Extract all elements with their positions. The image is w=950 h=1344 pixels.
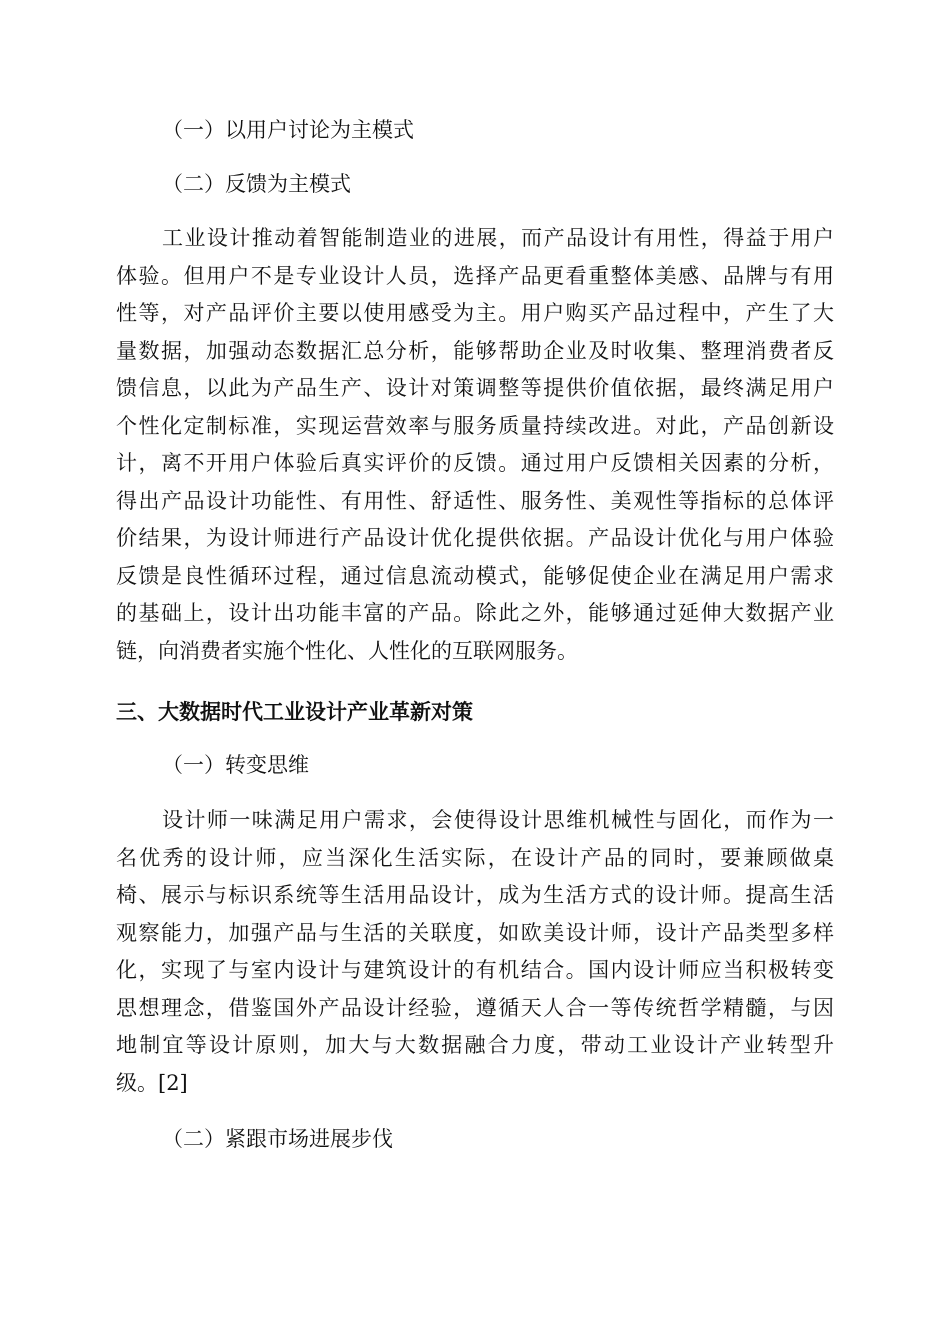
paragraph-line: 设计师一味满足用户需求，会使得设计思维机械性与固化，而作为一 — [162, 808, 834, 832]
subheading-follow-market: （二）紧跟市场进展步伐 — [162, 1127, 393, 1151]
section-heading-innovation-strategies: 三、大数据时代工业设计产业革新对策 — [116, 700, 473, 724]
paragraph-line: 观察能力，加强产品与生活的关联度，如欧美设计师，设计产品类型多样 — [116, 920, 834, 945]
paragraph-line: 个性化定制标准，实现运营效率与服务质量持续改进。对此，产品创新设 — [116, 413, 834, 438]
subheading-user-discussion-mode: （一）以用户讨论为主模式 — [162, 118, 414, 142]
subheading-change-thinking: （一）转变思维 — [162, 753, 309, 777]
paragraph-line: 计，离不开用户体验后真实评价的反馈。通过用户反馈相关因素的分析， — [116, 451, 834, 475]
paragraph-line: 馈信息，以此为产品生产、设计对策调整等提供价值依据，最终满足用户 — [116, 376, 834, 400]
paragraph-line: 椅、展示与标识系统等生活用品设计，成为生活方式的设计师。提高生活 — [116, 883, 834, 907]
paragraph-line: 思想理念，借鉴国外产品设计经验，遵循天人合一等传统哲学精髓，与因 — [116, 995, 834, 1020]
paragraph-line: 化，实现了与室内设计与建筑设计的有机结合。国内设计师应当积极转变 — [116, 958, 834, 982]
paragraph-line: 得出产品设计功能性、有用性、舒适性、服务性、美观性等指标的总体评 — [116, 488, 834, 513]
paragraph-line: 价结果，为设计师进行产品设计优化提供依据。产品设计优化与用户体验 — [116, 526, 834, 550]
paragraph-line: 地制宜等设计原则，加大与大数据融合力度，带动工业设计产业转型升 — [116, 1033, 834, 1057]
paragraph-line: 级。[2] — [116, 1070, 188, 1095]
paragraph-line: 反馈是良性循环过程，通过信息流动模式，能够促使企业在满足用户需求 — [116, 563, 834, 588]
paragraph-line: 工业设计推动着智能制造业的进展，而产品设计有用性，得益于用户 — [162, 226, 834, 250]
paragraph-line: 体验。但用户不是专业设计人员，选择产品更看重整体美感、品牌与有用 — [116, 263, 834, 288]
paragraph-line: 性等，对产品评价主要以使用感受为主。用户购买产品过程中，产生了大 — [116, 301, 834, 325]
paragraph-feedback — [116, 220, 834, 670]
paragraph-line: 名优秀的设计师，应当深化生活实际，在设计产品的同时，要兼顾做桌 — [116, 845, 834, 870]
paragraph-line: 的基础上，设计出功能丰富的产品。除此之外，能够通过延伸大数据产业 — [116, 601, 834, 625]
paragraph-line: 链，向消费者实施个性化、人性化的互联网服务。 — [116, 638, 578, 663]
paragraph-line: 量数据，加强动态数据汇总分析，能够帮助企业及时收集、整理消费者反 — [116, 338, 834, 363]
paragraph-change-thinking — [116, 802, 834, 1102]
subheading-feedback-mode: （二）反馈为主模式 — [162, 172, 351, 196]
